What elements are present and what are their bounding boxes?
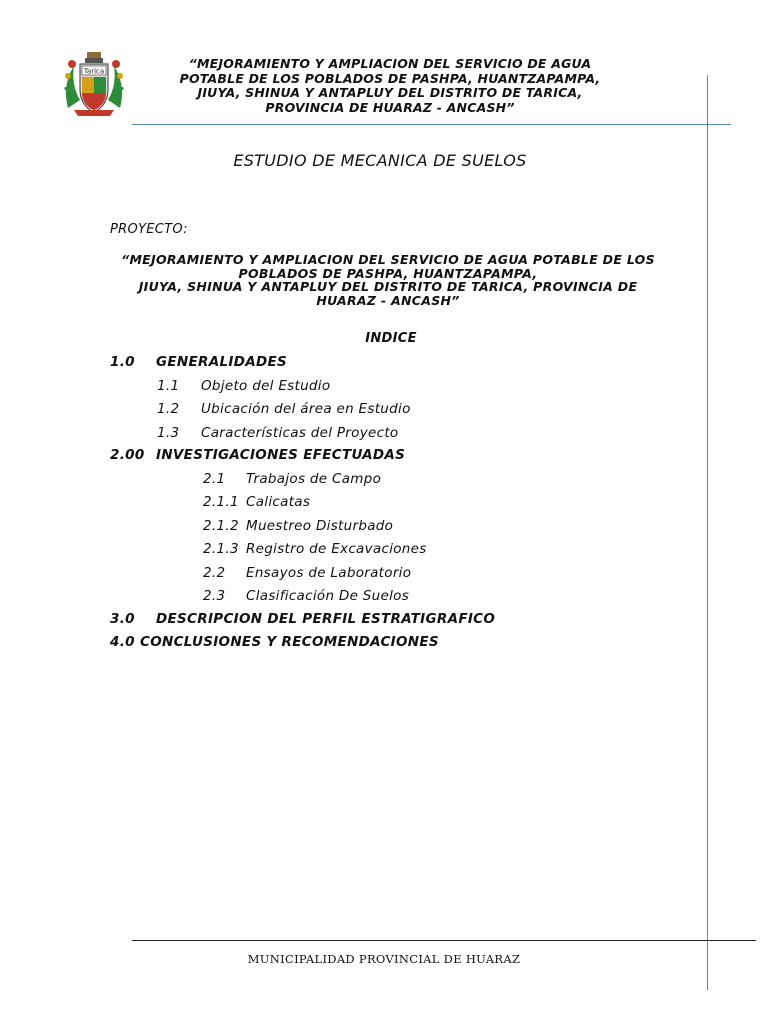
toc-entry: [203, 494, 310, 510]
header-title-line: POTABLE DE LOS POBLADOS DE PASHPA, HUANTZAPAMPA,: [179, 70, 601, 86]
right-margin-rule: [707, 75, 708, 990]
index-title: INDICE: [365, 331, 417, 346]
document-title: ESTUDIO DE MECANICA DE SUELOS: [233, 151, 527, 170]
toc-number: 1.0: [110, 354, 135, 370]
toc-text: Calicatas: [246, 494, 311, 510]
project-name-line: HUARAZ - ANCASH”: [316, 292, 460, 308]
toc-text: GENERALIDADES: [156, 354, 287, 370]
toc-number: 2.00: [110, 447, 145, 463]
project-name-line: JIUYA, SHINUA Y ANTAPLUY DEL DISTRITO DE TARICA, PROVINCIA DE: [138, 279, 638, 294]
toc-number: 2.1: [203, 471, 226, 487]
toc-text: Características del Proyecto: [201, 425, 399, 441]
toc-number: 2.1.3: [203, 541, 239, 557]
header-rule: [132, 124, 731, 125]
project-name-line: POBLADOS DE PASHPA, HUANTZAPAMPA,: [238, 265, 538, 281]
project-label: PROYECTO:: [110, 222, 188, 237]
toc-entry: [110, 447, 405, 463]
toc-text: Muestreo Disturbado: [246, 518, 394, 534]
project-name: [110, 253, 666, 307]
toc-number: 1.1: [157, 378, 180, 394]
footer-rule: [132, 940, 756, 941]
toc-entry: [110, 634, 439, 650]
municipal-coat-of-arms-icon: [60, 48, 128, 118]
toc-text: Clasificación De Suelos: [246, 588, 410, 604]
svg-text:Tarica: Tarica: [83, 67, 105, 76]
toc-text: DESCRIPCION DEL PERFIL ESTRATIGRAFICO: [156, 611, 496, 627]
toc-number: 2.1.2: [203, 518, 239, 534]
footer-institution: MUNICIPALIDAD PROVINCIAL DE HUARAZ: [247, 952, 521, 966]
toc-entry: [157, 378, 330, 394]
toc-number: 3.0: [110, 611, 135, 627]
header-title-line: JIUYA, SHINUA Y ANTAPLUY DEL DISTRITO DE TARICA,: [197, 85, 583, 100]
header-title-line: “MEJORAMIENTO Y AMPLIACION DEL SERVICIO DE AGUA: [188, 56, 592, 71]
header-project-title: [160, 57, 620, 115]
toc-text: Registro de Excavaciones: [246, 541, 427, 557]
toc-text: CONCLUSIONES Y RECOMENDACIONES: [140, 634, 439, 650]
toc-text: INVESTIGACIONES EFECTUADAS: [156, 447, 406, 463]
toc-number: 4.0: [110, 634, 135, 650]
toc-number: 1.2: [157, 401, 180, 417]
toc-number: 2.3: [203, 588, 226, 604]
toc-entry: [203, 541, 427, 557]
toc-entry: [203, 518, 393, 534]
toc-text: Ensayos de Laboratorio: [246, 565, 412, 581]
toc-entry: [203, 588, 409, 604]
toc-number: 2.1.1: [203, 494, 239, 510]
toc-entry: [157, 425, 398, 441]
toc-entry: [110, 611, 495, 627]
toc-text: Ubicación del área en Estudio: [201, 401, 411, 417]
toc-text: Objeto del Estudio: [201, 378, 331, 394]
toc-entry: [203, 471, 381, 487]
toc-entry: [110, 354, 287, 370]
toc-text: Trabajos de Campo: [246, 471, 382, 487]
toc-number: 1.3: [157, 425, 180, 441]
header-title-line: PROVINCIA DE HUARAZ - ANCASH”: [265, 99, 515, 115]
toc-entry: [157, 401, 411, 417]
project-name-line: “MEJORAMIENTO Y AMPLIACION DEL SERVICIO DE AGUA POTABLE DE LOS: [121, 252, 655, 267]
toc-number: 2.2: [203, 565, 226, 581]
toc-entry: [203, 565, 411, 581]
